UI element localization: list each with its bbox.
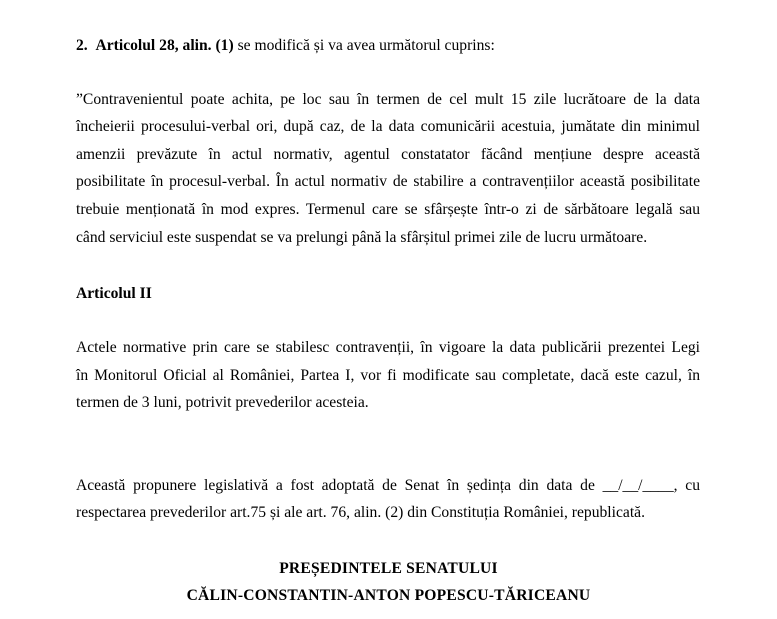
- amendment-rest: se modifică și va avea următorul cuprins:: [237, 37, 495, 54]
- quoted-paragraph-line: ”Contravenientul poate achita, pe loc sau în termen de cel mult 15 zile lucrătoare de la data: [76, 91, 700, 108]
- quoted-paragraph-line: încheierii procesului-verbal ori, după caz, de la data comunicării acestuia, jumătate din minimul: [76, 118, 700, 135]
- signature-title: PREȘEDINTELE SENATULUI: [279, 560, 498, 577]
- amendment-line: [76, 36, 700, 56]
- amendment-reference: Articolul 28, alin. (1): [95, 37, 234, 54]
- quoted-paragraph-line: când serviciul este suspendat se va prelungi până la sfârșitul primei zile de lucru următoare.: [76, 229, 648, 246]
- article-ii-line: în Monitorul Oficial al României, Partea I, vor fi modificate sau completate, dacă este cazul, în: [76, 367, 700, 384]
- quoted-paragraph-line: amenzii prevăzute în actul normativ, agentul constatator făcând mențiune despre această: [76, 146, 700, 163]
- adoption-line: Această propunere legislativă a fost adoptată de Senat în ședința din data de __/__/____, cu: [76, 477, 700, 494]
- article-ii-line: Actele normative prin care se stabilesc contravenții, în vigoare la data publicării prezentei Legi: [76, 339, 700, 356]
- quoted-paragraph-line: trebuie menționată în mod expres. Termenul care se sfârșește într-o zi de sărbătoare legală sau: [76, 201, 700, 218]
- article-ii-line: termen de 3 luni, potrivit prevederilor acesteia.: [76, 394, 369, 411]
- quoted-paragraph-line: posibilitate în procesul-verbal. În actul normativ de stabilire a contravențiilor această posibilitate: [76, 173, 700, 190]
- adoption-line: respectarea prevederilor art.75 și ale art. 76, alin. (2) din Constituția României, republicată.: [76, 504, 645, 521]
- signature-name: CĂLIN-CONSTANTIN-ANTON POPESCU-TĂRICEANU: [186, 587, 591, 604]
- amendment-number: 2.: [76, 37, 88, 54]
- article-ii-heading: Articolul II: [76, 285, 152, 302]
